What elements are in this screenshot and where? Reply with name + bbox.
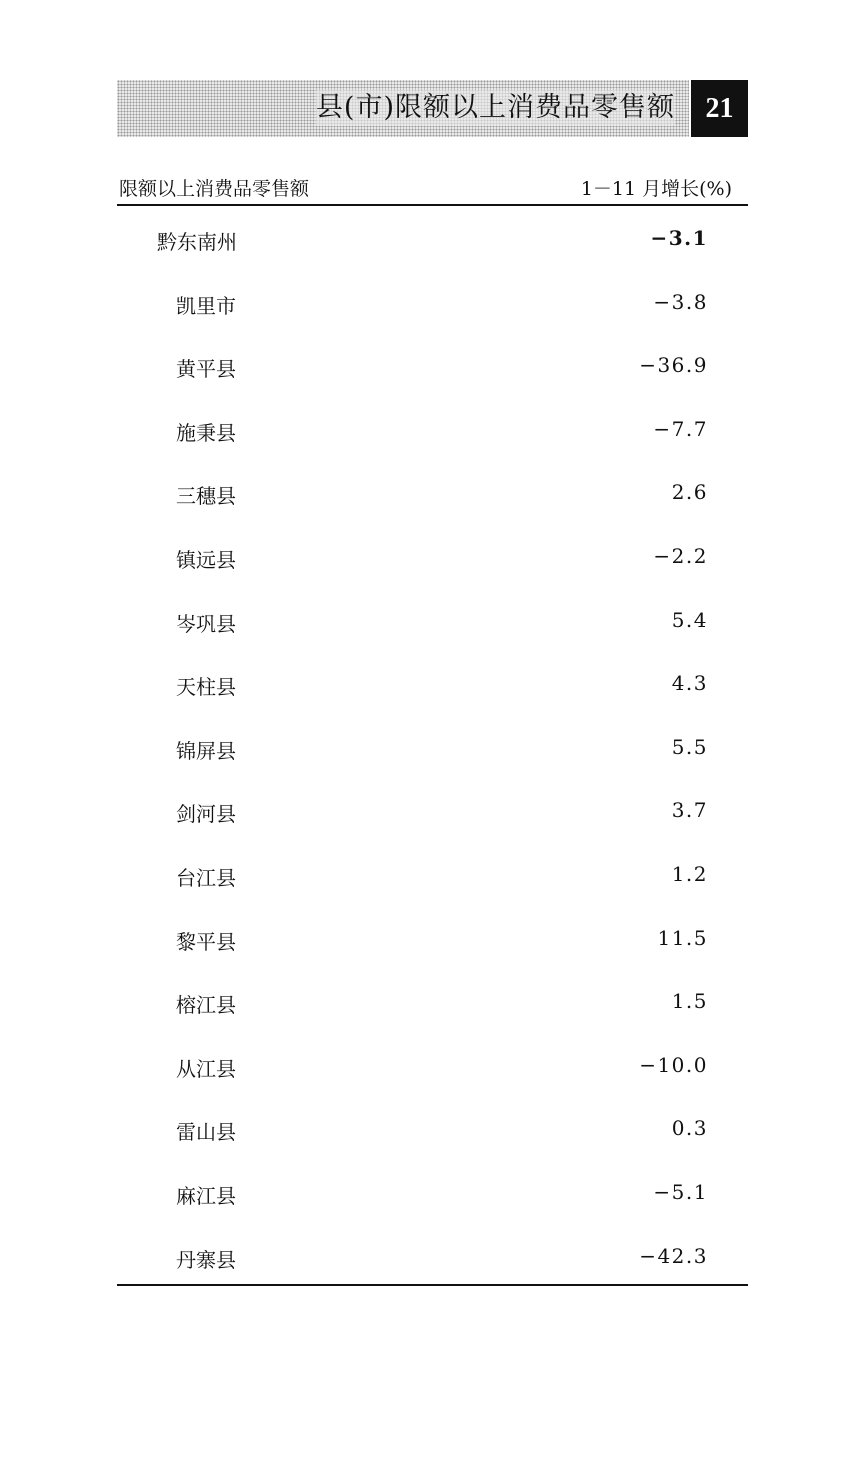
table-row bbox=[117, 1033, 748, 1097]
region-name: 从江县 bbox=[176, 1056, 236, 1081]
growth-value: 2.6 bbox=[671, 480, 708, 505]
region-name: 剑河县 bbox=[176, 802, 236, 827]
table-row bbox=[117, 588, 748, 652]
table-row bbox=[117, 1224, 748, 1288]
growth-value: 1.2 bbox=[671, 861, 708, 886]
growth-value: −5.1 bbox=[653, 1179, 708, 1204]
page-number: 21 bbox=[691, 80, 748, 137]
region-name: 麻江县 bbox=[176, 1183, 236, 1208]
table-row bbox=[117, 333, 748, 397]
region-name: 黔东南州 bbox=[157, 230, 237, 254]
region-name: 丹寨县 bbox=[176, 1247, 236, 1272]
table-body bbox=[117, 206, 748, 1287]
column-header-growth: 1－11 月增长(%) bbox=[580, 178, 732, 200]
growth-value: −36.9 bbox=[639, 353, 708, 378]
table-row bbox=[117, 842, 748, 906]
growth-value: 5.4 bbox=[671, 607, 708, 632]
data-table bbox=[117, 168, 748, 1287]
region-name: 黄平县 bbox=[176, 357, 236, 382]
growth-value: 4.3 bbox=[671, 671, 708, 696]
region-name: 岑巩县 bbox=[176, 611, 236, 636]
region-name: 黎平县 bbox=[176, 929, 236, 954]
growth-value: 3.7 bbox=[671, 798, 708, 823]
table-row bbox=[117, 969, 748, 1033]
title-band bbox=[117, 80, 689, 137]
growth-value: −42.3 bbox=[639, 1243, 708, 1268]
table-row bbox=[117, 1160, 748, 1224]
region-name: 三穗县 bbox=[176, 484, 236, 509]
growth-value: −10.0 bbox=[639, 1052, 708, 1077]
page-title: 县(市)限额以上消费品零售额 bbox=[316, 90, 675, 126]
region-name: 榕江县 bbox=[176, 993, 236, 1018]
region-name: 天柱县 bbox=[176, 675, 236, 700]
table-header bbox=[117, 168, 748, 206]
region-name: 施秉县 bbox=[176, 420, 236, 445]
table-row bbox=[117, 1096, 748, 1160]
table-row bbox=[117, 206, 748, 270]
region-name: 锦屏县 bbox=[176, 738, 236, 763]
growth-value: 1.5 bbox=[671, 989, 708, 1014]
table-row bbox=[117, 397, 748, 461]
table-row bbox=[117, 460, 748, 524]
region-name: 雷山县 bbox=[176, 1120, 236, 1145]
table-row bbox=[117, 778, 748, 842]
growth-value: 11.5 bbox=[657, 925, 708, 950]
growth-value: −7.7 bbox=[653, 416, 708, 441]
table-row bbox=[117, 715, 748, 779]
region-name: 凯里市 bbox=[176, 293, 236, 318]
table-row bbox=[117, 906, 748, 970]
growth-value: −2.2 bbox=[653, 543, 708, 568]
table-row bbox=[117, 270, 748, 334]
growth-value: −3.1 bbox=[650, 226, 708, 250]
column-header-indicator: 限额以上消费品零售额 bbox=[119, 178, 310, 200]
growth-value: 5.5 bbox=[671, 734, 708, 759]
table-row bbox=[117, 651, 748, 715]
growth-value: 0.3 bbox=[671, 1116, 708, 1141]
table-bottom-rule bbox=[117, 1284, 748, 1286]
growth-value: −3.8 bbox=[653, 289, 708, 314]
region-name: 台江县 bbox=[176, 865, 236, 890]
region-name: 镇远县 bbox=[176, 547, 236, 572]
table-row bbox=[117, 524, 748, 588]
